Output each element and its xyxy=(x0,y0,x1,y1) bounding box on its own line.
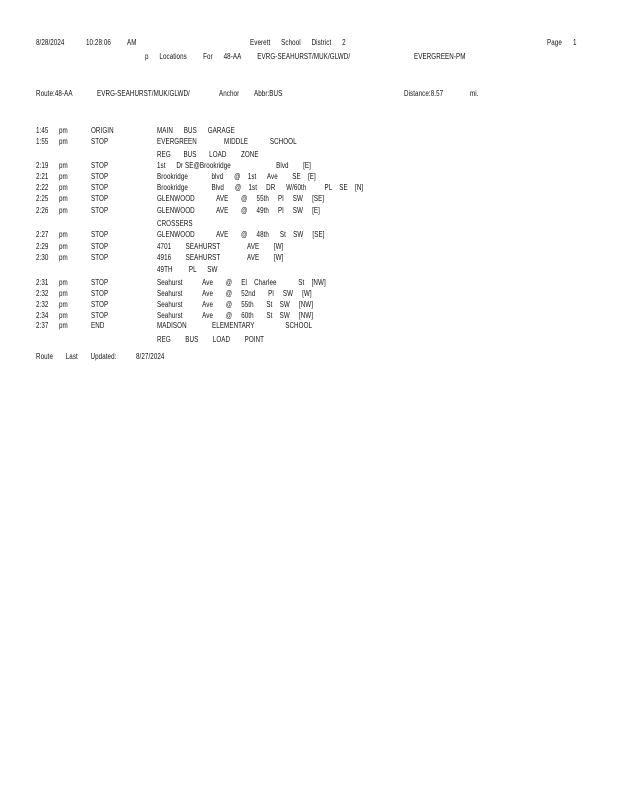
stop-time: 1:55 xyxy=(36,137,49,146)
stop-time: 2:29 xyxy=(36,242,49,251)
stop-time: 2:26 xyxy=(36,206,49,215)
stop-ampm: pm xyxy=(59,278,68,287)
stop-type: STOP xyxy=(91,161,109,170)
table-row xyxy=(0,253,618,263)
organization-name: Everett School District 2 xyxy=(250,38,346,47)
stop-ampm: pm xyxy=(59,321,68,330)
stop-ampm: pm xyxy=(59,183,68,192)
table-row xyxy=(0,183,618,193)
table-row xyxy=(0,172,618,182)
stop-description: Seahurst Ave @ El Charlee St [NW] xyxy=(157,278,326,287)
stop-ampm: pm xyxy=(59,253,68,262)
stop-description-continued: REG BUS LOAD POINT xyxy=(157,335,265,344)
stop-ampm: pm xyxy=(59,300,68,309)
stop-type: END xyxy=(91,321,105,330)
stop-type: STOP xyxy=(91,183,109,192)
stop-type: STOP xyxy=(91,137,109,146)
stop-time: 2:22 xyxy=(36,183,49,192)
stop-time: 2:31 xyxy=(36,278,49,287)
table-row xyxy=(0,300,618,310)
last-updated-label: Route Last Updated: xyxy=(36,352,117,361)
stop-type: STOP xyxy=(91,278,109,287)
route-id: Route:48-AA xyxy=(36,89,73,98)
stop-description: 1st Dr SE@Brookridge Blvd [E] xyxy=(157,161,311,170)
report-date: 8/28/2024 xyxy=(36,38,65,47)
table-row xyxy=(0,126,618,136)
stop-ampm: pm xyxy=(59,194,68,203)
stop-time: 2:37 xyxy=(36,321,49,330)
stop-ampm: pm xyxy=(59,206,68,215)
stop-time: 2:19 xyxy=(36,161,49,170)
stop-description-continued: REG BUS LOAD ZONE xyxy=(157,150,259,159)
route-distance: Distance:8.57 xyxy=(404,89,444,98)
table-row xyxy=(0,194,618,204)
table-row xyxy=(0,321,618,331)
stop-description: MADISON ELEMENTARY SCHOOL xyxy=(157,321,313,330)
table-row xyxy=(0,206,618,216)
stop-ampm: pm xyxy=(59,289,68,298)
stop-type: STOP xyxy=(91,172,109,181)
stop-time: 2:27 xyxy=(36,230,49,239)
page-number: 1 xyxy=(573,38,577,47)
table-row xyxy=(0,230,618,240)
table-row xyxy=(0,137,618,147)
stop-time: 2:25 xyxy=(36,194,49,203)
distance-unit: mi. xyxy=(470,89,479,98)
stop-time: 1:45 xyxy=(36,126,49,135)
stop-ampm: pm xyxy=(59,137,68,146)
route-abbr: Abbr:BUS xyxy=(254,89,283,98)
stop-type: STOP xyxy=(91,230,109,239)
stop-type: STOP xyxy=(91,289,109,298)
stop-description-continued: 49TH PL SW xyxy=(157,265,218,274)
stop-type: STOP xyxy=(91,300,109,309)
stop-description: 4916 SEAHURST AVE [W] xyxy=(157,253,284,262)
stop-description: Brookridge Blvd @ 1st DR W/60th PL SE [N] xyxy=(157,183,364,192)
table-row xyxy=(0,161,618,171)
table-row xyxy=(0,278,618,288)
report-meridiem: AM xyxy=(127,38,137,47)
stop-ampm: pm xyxy=(59,161,68,170)
stop-time: 2:30 xyxy=(36,253,49,262)
report-time: 10:28:06 xyxy=(86,38,111,47)
last-updated-date: 8/27/2024 xyxy=(136,352,165,361)
stop-description: 4701 SEAHURST AVE [W] xyxy=(157,242,284,251)
stop-type: ORIGIN xyxy=(91,126,114,135)
stop-ampm: pm xyxy=(59,230,68,239)
route-name: EVRG-SEAHURST/MUK/GLWD/ xyxy=(97,89,190,98)
stop-type: STOP xyxy=(91,194,109,203)
stop-time: 2:32 xyxy=(36,289,49,298)
stop-description: GLENWOOD AVE @ 49th Pl SW [E] xyxy=(157,206,320,215)
anchor-label: Anchor xyxy=(219,89,240,98)
stop-time: 2:32 xyxy=(36,300,49,309)
stop-description: EVERGREEN MIDDLE SCHOOL xyxy=(157,137,297,146)
stop-description-continued: CROSSERS xyxy=(157,219,193,228)
stop-description: Seahurst Ave @ 60th St SW [NW] xyxy=(157,311,314,320)
table-row xyxy=(0,242,618,252)
stop-type: STOP xyxy=(91,311,109,320)
stop-type: STOP xyxy=(91,206,109,215)
table-row xyxy=(0,289,618,299)
stop-time: 2:21 xyxy=(36,172,49,181)
stop-description: Brookridge blvd @ 1st Ave SE [E] xyxy=(157,172,316,181)
stop-type: STOP xyxy=(91,242,109,251)
stop-ampm: pm xyxy=(59,242,68,251)
stop-ampm: pm xyxy=(59,311,68,320)
table-row xyxy=(0,311,618,321)
stop-description: MAIN BUS GARAGE xyxy=(157,126,235,135)
stop-type: STOP xyxy=(91,253,109,262)
stop-description: Seahurst Ave @ 55th St SW [NW] xyxy=(157,300,314,309)
stop-description: GLENWOOD AVE @ 55th Pl SW [SE] xyxy=(157,194,325,203)
stop-ampm: pm xyxy=(59,126,68,135)
stop-ampm: pm xyxy=(59,172,68,181)
page-label: Page xyxy=(547,38,562,47)
report-subtitle: p Locations For 48-AA EVRG-SEAHURST/MUK/GLWD/ xyxy=(145,52,351,61)
stop-description: GLENWOOD AVE @ 48th St SW [SE] xyxy=(157,230,325,239)
route-direction: EVERGREEN-PM xyxy=(414,52,466,61)
stop-description: Seahurst Ave @ 52nd Pl SW [W] xyxy=(157,289,312,298)
stop-time: 2:34 xyxy=(36,311,49,320)
